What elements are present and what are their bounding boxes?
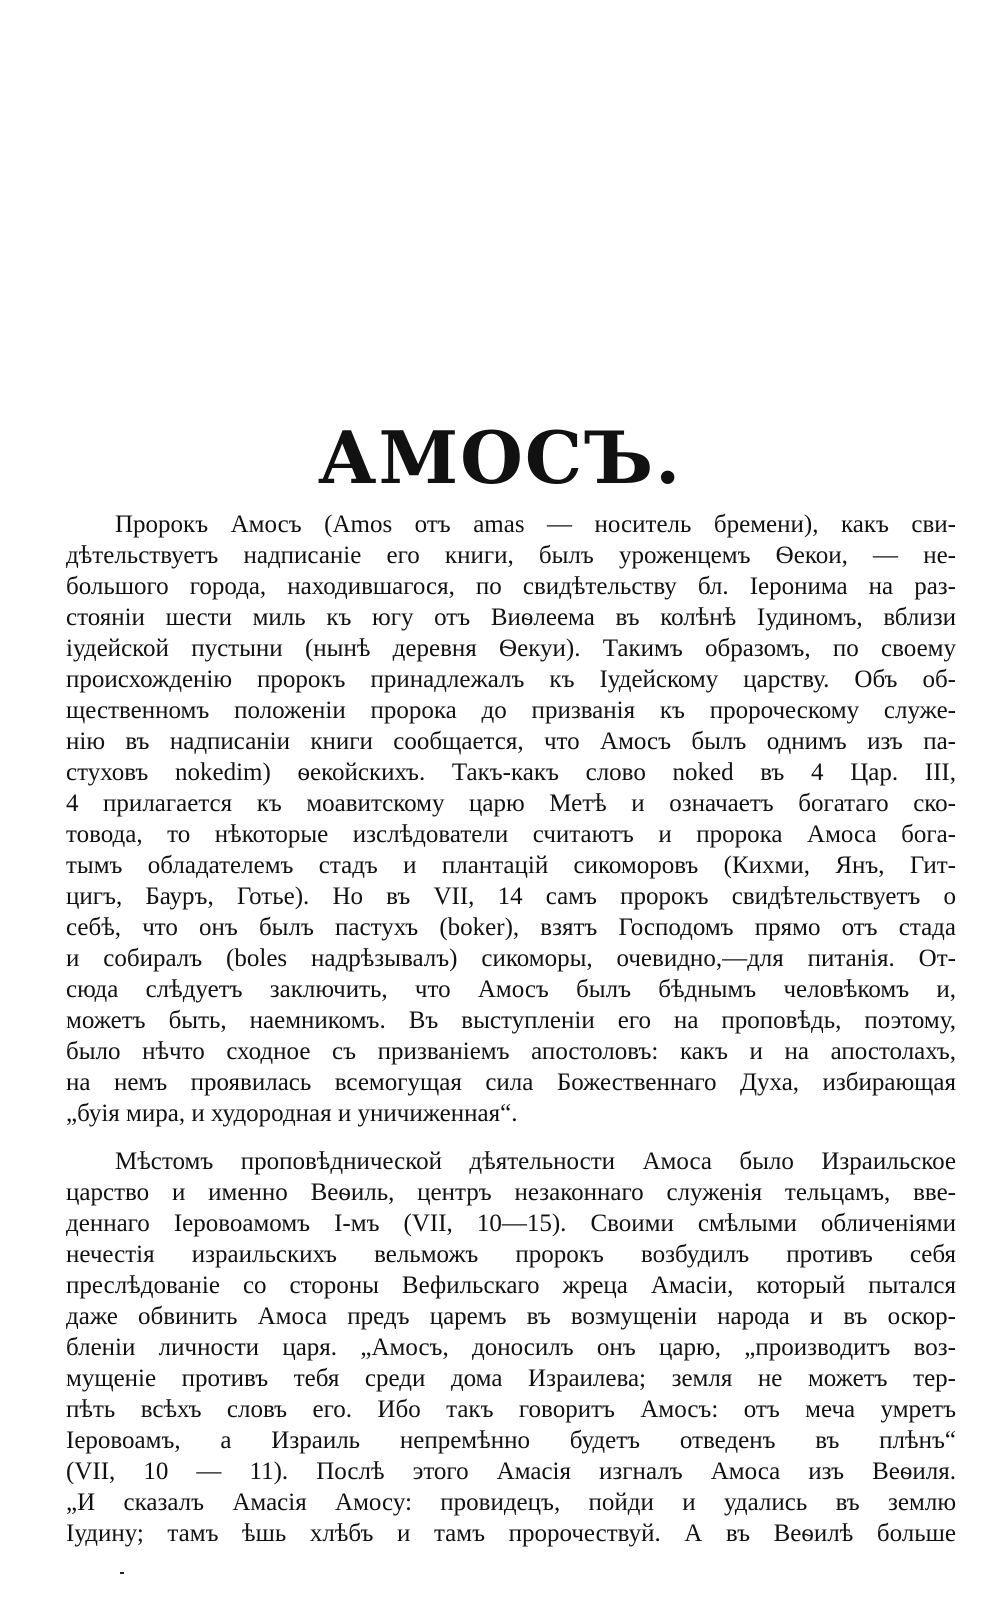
text-line: щественномъ положеніи пророка до призванія къ пророческому служе- bbox=[66, 697, 956, 724]
text-line: себѣ, что онъ былъ пастухъ (boker), взятъ Господомъ прямо отъ стада bbox=[66, 914, 956, 941]
text-line: (VII, 10 — 11). Послѣ этого Амасія изгналъ Амоса изъ Веѳиля. bbox=[66, 1458, 956, 1485]
text-line: происхожденію пророкъ принадлежалъ къ Іудейскому царству. Объ об- bbox=[66, 666, 956, 693]
text-line: мущеніе противъ тебя среди дома Израилева; земля не можетъ тер- bbox=[66, 1365, 956, 1392]
text-line: 4 прилагается къ моавитскому царю Метѣ и означаетъ богатаго ско- bbox=[66, 790, 956, 817]
page-title: АМОСЪ. bbox=[317, 415, 683, 500]
text-line: нію въ надписаніи книги сообщается, что Амосъ былъ однимъ изъ па- bbox=[66, 728, 956, 755]
text-line: „И сказалъ Амасія Амосу: провидецъ, пойди и удались въ землю bbox=[66, 1489, 956, 1516]
text-line: даже обвинить Амоса предъ царемъ въ возмущеніи народа и въ оскор- bbox=[66, 1303, 956, 1330]
text-line: іудейской пустыни (нынѣ деревня Ѳекуи). Такимъ образомъ, по своему bbox=[66, 635, 956, 662]
text-line: стояніи шести миль къ югу отъ Виѳлеема въ колѣнѣ Іудиномъ, вблизи bbox=[66, 604, 956, 631]
text-line: было нѣчто сходное съ призваніемъ апостоловъ: какъ и на апостолахъ, bbox=[66, 1038, 956, 1065]
text-line: Пророкъ Амосъ (Amos отъ amas — носитель бремени), какъ сви- bbox=[115, 511, 956, 538]
text-line: цигъ, Бауръ, Готье). Но въ VII, 14 самъ пророкъ свидѣтельствуетъ о bbox=[66, 883, 956, 910]
print-mark bbox=[120, 1572, 124, 1574]
text-line: товода, то нѣкоторые изслѣдователи считаютъ и пророка Амоса бога- bbox=[66, 821, 956, 848]
text-line: „буія мира, и худородная и уничиженная“. bbox=[66, 1100, 518, 1127]
text-line: Мѣстомъ проповѣднической дѣятельности Амоса было Израильское bbox=[115, 1148, 956, 1175]
text-line: пѣть всѣхъ словъ его. Ибо такъ говоритъ Амосъ: отъ меча умретъ bbox=[66, 1396, 956, 1423]
text-line: нечестія израильскихъ вельможъ пророкъ возбудилъ противъ себя bbox=[66, 1241, 956, 1268]
text-line: большого города, находившагося, по свидѣтельству бл. Іеронима на раз- bbox=[66, 573, 956, 600]
paragraph-2 bbox=[66, 1146, 956, 1549]
text-line: преслѣдованіе со стороны Вефильскаго жреца Амасіи, который пытался bbox=[66, 1272, 956, 1299]
text-line: бленіи личности царя. „Амосъ, доносилъ онъ царю, „производитъ воз- bbox=[66, 1334, 956, 1361]
text-line: стуховъ nokedim) ѳекойскихъ. Такъ-какъ слово noked въ 4 Цар. III, bbox=[66, 759, 956, 786]
text-line: тымъ обладателемъ стадъ и плантацій сикоморовъ (Кихми, Янъ, Гит- bbox=[66, 852, 956, 879]
text-line: Іеровоамъ, а Израиль непремѣнно будетъ отведенъ въ плѣнъ“ bbox=[66, 1427, 956, 1454]
text-line: царство и именно Веѳиль, центръ незаконнаго служенія тельцамъ, вве- bbox=[66, 1179, 956, 1206]
text-line: можетъ быть, наемникомъ. Въ выступленіи его на проповѣдь, поэтому, bbox=[66, 1007, 956, 1034]
text-line: на немъ проявилась всемогущая сила Божественнаго Духа, избирающая bbox=[66, 1069, 956, 1096]
text-line: дѣтельствуетъ надписаніе его книги, былъ уроженцемъ Ѳекои, — не- bbox=[66, 542, 956, 569]
paragraph-1 bbox=[66, 509, 956, 1129]
text-line: Іудину; тамъ ѣшь хлѣбъ и тамъ пророчествуй. А въ Веѳилѣ больше bbox=[66, 1520, 956, 1547]
text-line: деннаго Іеровоамомъ I-мъ (VII, 10—15). Своими смѣлыми обличеніями bbox=[66, 1210, 956, 1237]
text-line: и собиралъ (boles надрѣзывалъ) сикоморы, очевидно,—для питанія. От- bbox=[66, 945, 956, 972]
text-line: сюда слѣдуетъ заключить, что Амосъ былъ бѣднымъ человѣкомъ и, bbox=[66, 976, 956, 1003]
